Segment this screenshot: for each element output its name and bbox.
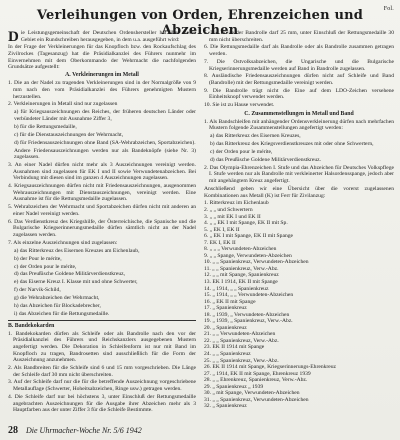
combination-item: 28. „ „ Ehrenkreuz, Spanienkreuz, Verw.-Abz.	[204, 377, 308, 384]
list-item: g) die Wehrabzeichen der Wehrmacht,	[14, 295, 100, 302]
combination-item: 19. „ 1939, „ Spanienkreuz, Verw.-Abz.	[204, 318, 293, 325]
intro-paragraph-2: In der Frage der Verkleinerungen für das Knopfloch bzw. den Rockaufschlag des Zivilrockes (Tagesanzug) hat die Präsidialkanzlei des Führers nunmehr im Einvernehmen mit dem Oberkommando der Wehrmacht die nachfolgenden Grundsätze aufgestellt:	[8, 44, 196, 71]
paragraph: 1. Die an der Nadel zu tragenden Verkleinerungen sind in der Normalgröße von 9 mm nach den vom Präsidialkanzlei des Führers genehmigten Mustern herzustellen.	[8, 80, 196, 100]
combination-item: 18. „ 1939, „ Verwundeten-Abzeichen	[204, 311, 290, 318]
section-a-heading: A. Verkleinerungen im Metall	[65, 72, 139, 79]
paragraph: 3. An einer Nadel dürfen nicht mehr als 3 Auszeichnungen vereinigt werden. Ausnahmen sind zugelassen für EK I und II sowie Verwundetenabzeichen. Bei Verbindung mit diesen sind im ganzen 4 Auszeichnungen zugelassen.	[8, 162, 196, 182]
combination-item: 4. „ „ EK I mit Spange, EK II mit Sp.	[204, 220, 288, 227]
paragraph: 8. Ausländische Friedensauszeichnungen dürfen nicht auf Schleife und Band (Bandrolle) mit der Rettungsmedaille vereinigt werden.	[204, 73, 394, 86]
paragraph: 7. Als einzelne Auszeichnungen sind zugelassen:	[8, 239, 118, 246]
combination-item: 5. „ EK I, EK II	[204, 226, 240, 233]
right-column	[204, 30, 394, 410]
paragraph: Anschließend geben wir eine Übersicht über die vorerst zugelassenen Kombinationen aus Metall (K) ist Ferr für Zivilanzug:	[204, 185, 394, 199]
list-item: d) für Friedensauszeichnungen ohne Band (SA-Wehrabzeichen, Sportabzeichen).	[14, 139, 196, 146]
list-item: b) das Ritterkreuz des Kriegsverdienstkreuzes mit oder ohne Schwertern,	[210, 141, 374, 148]
page-number: 28	[8, 425, 18, 436]
combination-item: 23. EK II 1914 mit Spange	[204, 344, 265, 351]
combination-item: 7. EK I, EK II	[204, 239, 236, 246]
combination-item: 6. „ EK I mit Spange, EK II mit Spange	[204, 233, 294, 240]
list-item: i) das Abzeichen für die Rettungsmedaille.	[14, 311, 110, 318]
list-item: a) das Ritterkreuz des Eisernen Kreuzes,	[210, 133, 301, 140]
combination-item: 30. „ mit Spange, Verwundeten-Abzeichen	[204, 390, 300, 397]
list-item: c) für die Dienstauszeichnungen der Wehrmacht,	[14, 131, 124, 138]
corner-mark: Fol.	[383, 6, 394, 12]
article-title: Verleihungen von Orden, Ehrenzeichen und Abzeichen	[36, 8, 364, 38]
combination-item: 1. Ritterkreuz im Eichenlaub	[204, 200, 269, 207]
list-item: a) das Ritterkreuz des Eisernen Kreuzes am Eichenlaub,	[14, 247, 140, 254]
combination-item: 8. „ „ „ Verwundeten-Abzeichen	[204, 246, 277, 253]
combination-item: 13. EK I 1914, EK II mit Spange	[204, 279, 278, 286]
paragraph: 9. Die Bandrolle trägt nicht die Eine auf dem LDO-Zeichen versehene Einheitsknopf verwendet werden.	[204, 87, 394, 101]
paragraph: 4. Die Schleife darf nur bei höchstens 3, unter Einschluß der Rettungsmedaille angebrachten Auszeichnungen für die Ausgabe ihrer Abzeichen mehr als 3 Hauptfarben aus der unter Ziffer 3 für die Schleife Bestimmte.	[8, 393, 196, 414]
combination-item: 9. „ „ Spange, Verwundeten-Abzeichen	[204, 252, 292, 259]
combination-item: 21. „ „ Verwundeten-Abzeichen	[204, 331, 276, 338]
list-item: Andere Friedensauszeichnungen werden nur als Bandeknöpfe (siehe Nr. 3) zugelassen.	[14, 147, 196, 161]
list-item: b) der Pour le mérite,	[14, 255, 62, 262]
page-footer	[8, 425, 142, 436]
combination-item: 32. „ Spanienkreuz	[204, 403, 247, 410]
combination-item: 12. „ „ mit Spange, Spanienkreuz	[204, 272, 279, 279]
combination-item: 31. „ „ Spanienkreuz, Verwundeten-Abzeichen	[204, 396, 309, 403]
section-b-heading: B. Bandekokarden	[8, 322, 55, 329]
paragraph: 2. Als Bandbreiten für die Schleife sind 6 und 15 mm vorgeschrieben. Die Länge der Schleife darf 30 mm nicht überschreiten.	[8, 364, 196, 378]
left-column	[8, 30, 196, 415]
paragraph: 6. Das Verdienstkreuz des Kriegshilfe, der Österreichische, die Spanische und die Bulgarische Kriegserinnerungsmedaille dürfen sämtlich nicht an der Nadel zugelassen werden.	[8, 218, 196, 238]
combination-item: 17. „ Spanienkreuz	[204, 305, 247, 312]
list-item: f) der Narvik-Schild,	[14, 287, 61, 294]
combination-item: 16. „ EK II mit Spange	[204, 298, 256, 305]
paragraph: 5. Die Breite der Bandrolle darf 25 mm, unter Einschluß der Rettungsmedaille 30 mm nicht überschreiten.	[204, 30, 394, 43]
paragraph: 3. Auf der Schleife darf nur die für die betreffende Auszeichnung vorgeschriebene Metallauflage (Schwerter, Hoheitsabzeichen, Ringe usw.) getragen werden.	[8, 379, 196, 393]
paragraph: 2. Das Olympia-Ehrenzeichen I. Stufe und das Abzeichen für Deutsches Volkspflege I. Stufe werden nur als Bandrolle mit verkleinerter Halsordensspange, jedoch aber mit angehängtem Kreuz angefertigt.	[204, 164, 394, 185]
list-item: d) das Preußische Goldene Militärverdienstkreuz,	[14, 271, 126, 278]
combination-item: 10. „ „ Spanienkreuz, Verwundeten-Abzeichen	[204, 259, 309, 266]
paragraph: 1. Als Bandschleifen mit anhängender Ordensverkleinerung dürfen nach mehrfachen Mustern folgende Zusammenstellungen angefertigt werden:	[204, 118, 394, 132]
list-item: b) für die Rettungsmedaille,	[14, 123, 77, 130]
combination-item: 20. „ Spanienkreuz	[204, 324, 247, 331]
list-item: c) der Orden pour le mérite,	[210, 149, 273, 156]
list-item: d) das Preußische Goldene Militärverdienstkreuz.	[210, 157, 322, 163]
combination-item: 3. „ „ mit EK I und EK II	[204, 213, 261, 220]
combination-item: 29. „ Spanienkreuz „ 1939	[204, 383, 264, 390]
paragraph: 6. Die Rettungsmedaille darf als Bandrolle oder als Bandrolle zusammen getragen werden.	[204, 44, 394, 58]
combination-item: 26. EK II 1914 mit Spange, Kriegserinnerungs-Ehrenkreuz	[204, 364, 337, 371]
paragraph: 10. Sie ist zu Hause verwendet.	[204, 102, 275, 109]
combination-item: 11. „ „ Spanienkreuz, Verw.-Abz.	[204, 265, 279, 272]
section-c-heading: C. Zusammenstellungen in Metall und Band	[244, 110, 354, 117]
divider	[8, 320, 196, 321]
paragraph: 7. Die Ostvolksabzeichen, die Ungarische und die Bulgarische Kriegserinnerungsmedaille werden auf Band in Bandrolle zugelassen.	[204, 58, 394, 72]
list-item: e) das Eiserne Kreuz I. Klasse mit und ohne Schwerter,	[14, 279, 138, 286]
combination-item: 25. „ „ Spanienkreuz, Verw.-Abz.	[204, 357, 279, 364]
list-item: a) für Kriegsauszeichnungen des Reiches, der früheren deutschen Länder oder verbündeter Länder mit Ausnahme Ziffer 3,	[14, 109, 196, 122]
combination-item: 14. „ 1914, „ „ Spanienkreuz	[204, 285, 269, 292]
combination-item: 2. „ „ und Schwertern	[204, 207, 253, 213]
combination-item: 24. „ „ Spanienkreuz	[204, 351, 251, 358]
combination-item: 22. „ „ Spanienkreuz, Verw.-Abz.	[204, 337, 279, 344]
journal-name: Die Uhrmacher-Woche Nr. 5/6 1942	[26, 426, 142, 435]
combination-item: 15. „ 1914, „ „ Verwundeten-Abzeichen	[204, 292, 294, 299]
list-item: c) der Orden pour le mérite,	[14, 263, 77, 270]
paragraph: 5. Wehrabzeichen der Wehrmacht und Sportabzeichen dürfen nicht mit anderen an einer Nadel vereinigt werden.	[8, 204, 196, 217]
paragraph: 4. Kriegsauszeichnungen dürfen nicht mit Friedensauszeichnungen, ausgenommen Wehrauszeichnungen mit Dienstauszeichnungen, vereinigt werden. Eine Ausnahme ist für die Rettungsmedaille zugelassen.	[8, 183, 196, 203]
list-item: h) das Abzeichen für Blockadebrecher,	[14, 303, 101, 310]
combination-list	[204, 200, 394, 410]
paragraph: 2. Verkleinerungen in Metall sind nur zugelassen	[8, 101, 118, 108]
intro-paragraph: Die Leistungsgemeinschaft der Deutschen Ordenshersteller hat über dieses Gebiet ein Rundschreiben herausgegeben, in dem u.a. ausgeführt wird:	[8, 29, 196, 45]
paragraph: 1. Bandekokarden dürfen als Schleife oder als Bandrolle nach den vor der Präsidialkanzlei des Führers und Reichskanzlers ausgegebenen Mustern angefertigt werden. Die Dekoration in Schleifenform ist nur mit Band im Knopfloch zu tragen, Bandrosetten sind ausschließlich für die Form der Auszeichnung anzunehmen.	[8, 330, 196, 364]
drop-cap: D	[8, 29, 19, 45]
combination-item: 27. „ 1914, EK II mit Spange, Ehrenkreuz 1939	[204, 370, 311, 377]
